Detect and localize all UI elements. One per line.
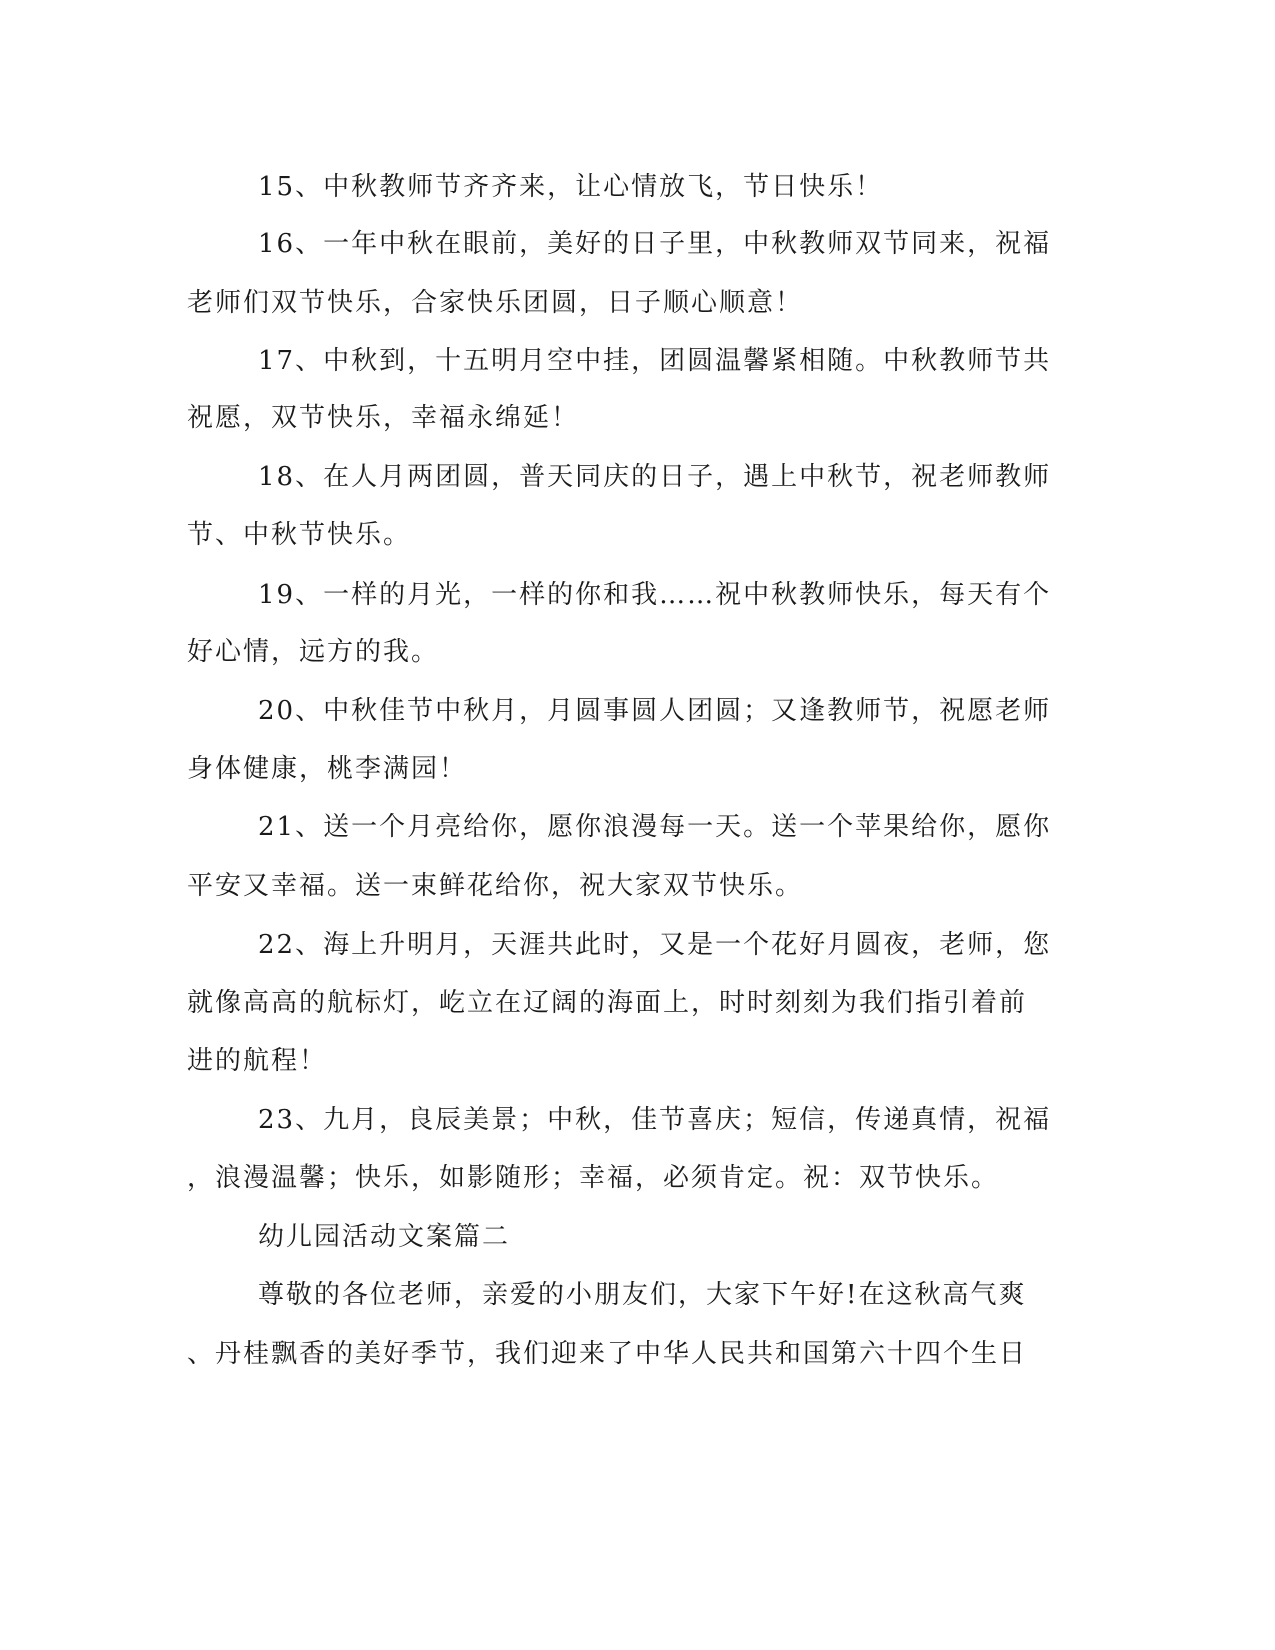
text-line: 就像高高的航标灯，屹立在辽阔的海面上，时时刻刻为我们指引着前 [187, 988, 1028, 1018]
text-line: 22、海上升明月，天涯共此时，又是一个花好月圆夜，老师，您 [258, 930, 1052, 960]
text-line: 祝愿，双节快乐，幸福永绵延！ [187, 403, 580, 433]
section-heading: 幼儿园活动文案篇二 [258, 1222, 511, 1252]
text-line: 16、一年中秋在眼前，美好的日子里，中秋教师双节同来，祝福 [258, 229, 1052, 259]
text-line: 17、中秋到，十五明月空中挂，团圆温馨紧相随。中秋教师节共 [258, 346, 1052, 376]
text-line: 、丹桂飘香的美好季节，我们迎来了中华人民共和国第六十四个生日 [187, 1339, 1028, 1369]
text-line: 15、中秋教师节齐齐来，让心情放飞，节日快乐！ [258, 172, 884, 202]
text-line: 老师们双节快乐，合家快乐团圆，日子顺心顺意！ [187, 288, 804, 318]
text-line: 进的航程！ [187, 1046, 328, 1076]
text-line: 尊敬的各位老师，亲爱的小朋友们，大家下午好!在这秋高气爽 [258, 1280, 1027, 1310]
text-line: 平安又幸福。送一束鲜花给你，祝大家双节快乐。 [187, 871, 804, 901]
text-line: ，浪漫温馨；快乐，如影随形；幸福，必须肯定。祝：双节快乐。 [187, 1163, 1000, 1193]
text-line: 好心情，远方的我。 [187, 637, 440, 667]
text-line: 23、九月，良辰美景；中秋，佳节喜庆；短信，传递真情，祝福 [258, 1105, 1052, 1135]
text-line: 节、中秋节快乐。 [187, 520, 412, 550]
text-line: 19、一样的月光，一样的你和我……祝中秋教师快乐，每天有个 [258, 580, 1052, 610]
text-line: 20、中秋佳节中秋月，月圆事圆人团圆；又逢教师节，祝愿老师 [258, 696, 1052, 726]
text-line: 21、送一个月亮给你，愿你浪漫每一天。送一个苹果给你，愿你 [258, 812, 1052, 842]
text-line: 身体健康，桃李满园！ [187, 754, 468, 784]
text-line: 18、在人月两团圆，普天同庆的日子，遇上中秋节，祝老师教师 [258, 462, 1052, 492]
